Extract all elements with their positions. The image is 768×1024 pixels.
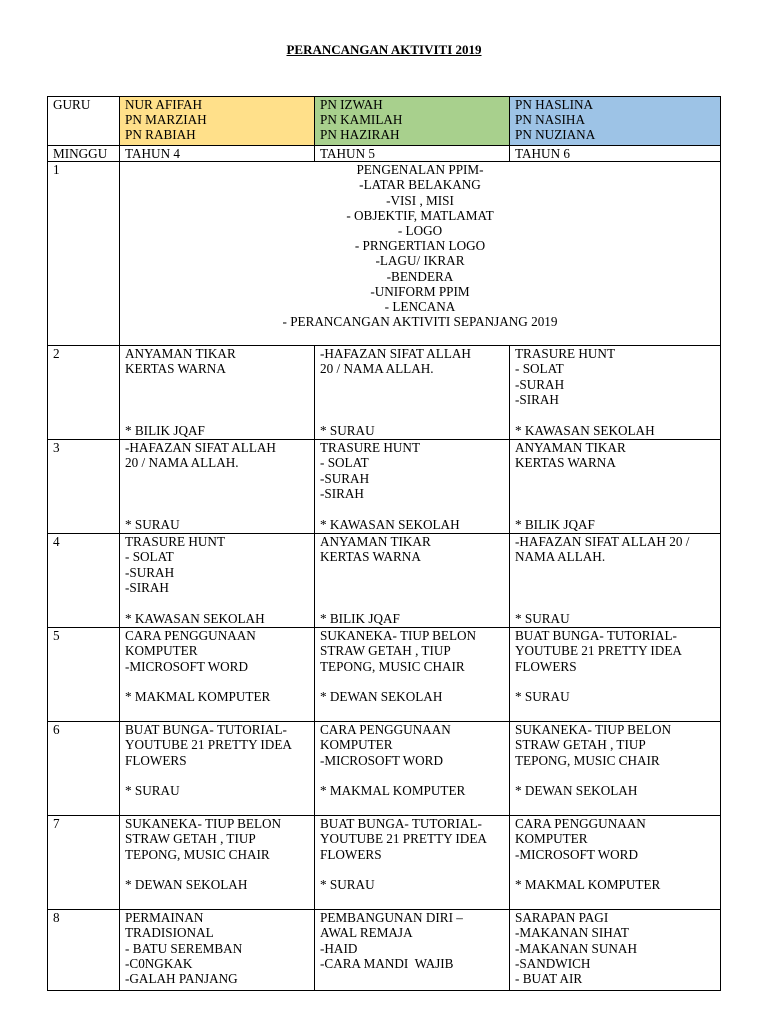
activity-line: STRAW GETAH , TIUP (125, 831, 256, 847)
activity-line: STRAW GETAH , TIUP (515, 737, 646, 753)
activity-line: -GALAH PANJANG (125, 971, 238, 987)
year-row (48, 146, 721, 162)
activity-line: SUKANEKA- TIUP BELON (515, 722, 672, 738)
activity-line: - SOLAT (125, 549, 174, 565)
teacher-name: PN MARZIAH (125, 112, 207, 128)
week-number: 3 (53, 440, 60, 456)
activity-cell (315, 346, 510, 440)
teacher-name: PN HASLINA (515, 97, 594, 112)
activity-line: -MICROSOFT WORD (320, 752, 443, 768)
activity-cell (120, 346, 315, 440)
introduction-cell (120, 162, 721, 346)
activity-line: SUKANEKA- TIUP BELON (125, 816, 282, 832)
activity-line: 20 / NAMA ALLAH. (320, 361, 434, 377)
activity-line: -HAFAZAN SIFAT ALLAH (320, 346, 471, 362)
document-title (0, 42, 768, 58)
introduction-line: - PERANCANGAN AKTIVITI SEPANJANG 2019 (282, 314, 558, 330)
activity-line (515, 768, 715, 783)
activity-plan-body (48, 97, 721, 991)
activity-line: TEPONG, MUSIC CHAIR (320, 658, 465, 674)
document-title-text: PERANCANGAN AKTIVITI 2019 (286, 42, 482, 57)
guru-label: GURU (53, 97, 91, 112)
activity-cell (315, 722, 510, 816)
activity-cell (510, 816, 721, 910)
activity-cell (120, 534, 315, 628)
activity-line: * SURAU (515, 689, 570, 705)
week-row-2 (48, 346, 721, 440)
activity-cell (510, 346, 721, 440)
activity-line: -HAID (320, 940, 358, 956)
activity-line: FLOWERS (515, 658, 577, 674)
activity-cell (120, 722, 315, 816)
introduction-line: PENGENALAN PPIM- (356, 162, 484, 178)
activity-line: - BUAT AIR (515, 971, 583, 987)
introduction-line: - LOGO (397, 223, 443, 239)
activity-line (125, 674, 309, 689)
activity-line: -MAKANAN SUNAH (515, 940, 637, 956)
activity-line: ANYAMAN TIKAR (515, 440, 626, 456)
activity-line: KOMPUTER (515, 831, 588, 847)
activity-line: BUAT BUNGA- TUTORIAL- (320, 816, 482, 832)
week-row-3 (48, 440, 721, 534)
activity-line: SARAPAN PAGI (515, 910, 609, 926)
teacher-row (48, 97, 721, 146)
activity-line: -CARA MANDI WAJIB (320, 955, 454, 971)
week-number-cell (48, 162, 120, 346)
activity-cell (510, 440, 721, 534)
activity-cell (510, 628, 721, 722)
introduction-line: -VISI , MISI (386, 192, 454, 208)
activity-line (320, 862, 504, 877)
week-row-1 (48, 162, 721, 346)
activity-cell (120, 910, 315, 991)
activity-line: * SURAU (125, 783, 180, 799)
activity-line: TEPONG, MUSIC CHAIR (515, 752, 660, 768)
week-number: 2 (53, 346, 60, 362)
activity-line: YOUTUBE 21 PRETTY IDEA (515, 643, 682, 659)
week-number: 8 (53, 910, 60, 926)
activity-line: KERTAS WARNA (125, 361, 226, 377)
activity-location: * SURAU (320, 423, 375, 438)
activity-line: TRASURE HUNT (320, 440, 421, 456)
activity-line: KOMPUTER (125, 643, 198, 659)
introduction-line: -LATAR BELAKANG (359, 177, 481, 193)
activity-line: * DEWAN SEKOLAH (515, 783, 638, 799)
activity-cell (315, 910, 510, 991)
activity-location: * KAWASAN SEKOLAH (515, 423, 655, 438)
activity-line: * SURAU (320, 877, 375, 893)
activity-line: -SIRAH (515, 391, 559, 407)
activity-location: * BILIK JQAF (515, 517, 595, 532)
activity-line (125, 768, 309, 783)
activity-cell (510, 722, 721, 816)
year-cell (120, 146, 315, 162)
week-number: 7 (53, 816, 60, 832)
introduction-line: -UNIFORM PPIM (370, 283, 470, 299)
year-label: TAHUN 6 (515, 146, 570, 161)
week-row-8 (48, 910, 721, 991)
teacher-name: NUR AFIFAH (125, 97, 203, 112)
teacher-name: PN RABIAH (125, 127, 196, 143)
introduction-line: -BENDERA (386, 268, 454, 284)
week-row-5 (48, 628, 721, 722)
week-number-cell (48, 910, 120, 991)
activity-line: -MICROSOFT WORD (515, 846, 638, 862)
activity-line: AWAL REMAJA (320, 925, 413, 941)
activity-cell (510, 910, 721, 991)
activity-line: FLOWERS (320, 846, 382, 862)
activity-line: -SURAH (125, 564, 175, 580)
activity-line: TRADISIONAL (125, 925, 214, 941)
introduction-line: - LENCANA (384, 299, 456, 315)
activity-line: * MAKMAL KOMPUTER (320, 783, 466, 799)
activity-line: -HAFAZAN SIFAT ALLAH 20 / (515, 534, 690, 550)
activity-line: PEMBANGUNAN DIRI – (320, 910, 463, 926)
activity-line: SUKANEKA- TIUP BELON (320, 628, 477, 644)
teacher-name: PN NUZIANA (515, 127, 596, 143)
week-number: 4 (53, 534, 60, 550)
week-row-6 (48, 722, 721, 816)
year-label: TAHUN 4 (125, 146, 180, 161)
activity-line: - SOLAT (515, 361, 564, 377)
activity-line (320, 768, 504, 783)
guru-label-cell (48, 97, 120, 146)
teacher-name: PN NASIHA (515, 112, 585, 128)
week-number-cell (48, 440, 120, 534)
minggu-label: MINGGU (53, 146, 108, 161)
introduction-line: -LAGU/ IKRAR (375, 253, 465, 269)
activity-line: -MAKANAN SIHAT (515, 925, 629, 941)
activity-cell (120, 628, 315, 722)
activity-line: NAMA ALLAH. (515, 549, 606, 565)
activity-location: * BILIK JQAF (320, 611, 400, 626)
year-cell (315, 146, 510, 162)
activity-line: - SOLAT (320, 455, 369, 471)
year-label: TAHUN 5 (320, 146, 375, 161)
activity-line: CARA PENGGUNAAN (515, 816, 646, 832)
activity-line: ANYAMAN TIKAR (125, 346, 236, 362)
week-number-cell (48, 534, 120, 628)
activity-line (125, 862, 309, 877)
activity-line: 20 / NAMA ALLAH. (125, 455, 239, 471)
year-cell (510, 146, 721, 162)
week-number: 1 (53, 162, 60, 178)
teacher-cell-tahun-4 (120, 97, 315, 146)
week-number-cell (48, 628, 120, 722)
teacher-name: PN HAZIRAH (320, 127, 400, 143)
minggu-label-cell (48, 146, 120, 162)
activity-line: BUAT BUNGA- TUTORIAL- (125, 722, 287, 738)
activity-line: KERTAS WARNA (515, 455, 616, 471)
activity-line: BUAT BUNGA- TUTORIAL- (515, 628, 677, 644)
activity-line: -SIRAH (125, 579, 169, 595)
week-number: 5 (53, 628, 60, 644)
week-number-cell (48, 346, 120, 440)
activity-location: * KAWASAN SEKOLAH (125, 611, 265, 626)
activity-line: -SURAH (320, 470, 370, 486)
activity-cell (315, 440, 510, 534)
activity-cell (315, 628, 510, 722)
activity-line (320, 674, 504, 689)
activity-line: * MAKMAL KOMPUTER (515, 877, 661, 893)
activity-line: -C0NGKAK (125, 955, 193, 971)
activity-location: * KAWASAN SEKOLAH (320, 517, 460, 532)
introduction-line: - OBJEKTIF, MATLAMAT (346, 207, 494, 223)
activity-cell (120, 440, 315, 534)
activity-line: -SIRAH (320, 485, 364, 501)
week-number: 6 (53, 722, 60, 738)
week-number-cell (48, 722, 120, 816)
activity-line: YOUTUBE 21 PRETTY IDEA (125, 737, 292, 753)
activity-line: YOUTUBE 21 PRETTY IDEA (320, 831, 487, 847)
activity-line: STRAW GETAH , TIUP (320, 643, 451, 659)
activity-line: TEPONG, MUSIC CHAIR (125, 846, 270, 862)
activity-line: * DEWAN SEKOLAH (320, 689, 443, 705)
teacher-cell-tahun-6 (510, 97, 721, 146)
activity-line: -MICROSOFT WORD (125, 658, 248, 674)
activity-line: KOMPUTER (320, 737, 393, 753)
activity-line (515, 862, 715, 877)
week-number-cell (48, 816, 120, 910)
activity-line: TRASURE HUNT (125, 534, 226, 550)
activity-cell (510, 534, 721, 628)
activity-line: TRASURE HUNT (515, 346, 616, 362)
activity-line: PERMAINAN (125, 910, 204, 926)
activity-line: FLOWERS (125, 752, 187, 768)
activity-cell (120, 816, 315, 910)
week-row-4 (48, 534, 721, 628)
activity-location: * BILIK JQAF (125, 423, 205, 438)
activity-line: ANYAMAN TIKAR (320, 534, 431, 550)
week-row-7 (48, 816, 721, 910)
activity-location: * SURAU (515, 611, 570, 626)
activity-line: KERTAS WARNA (320, 549, 421, 565)
activity-location: * SURAU (125, 517, 180, 532)
teacher-cell-tahun-5 (315, 97, 510, 146)
activity-line (515, 674, 715, 689)
activity-line: CARA PENGGUNAAN (320, 722, 451, 738)
activity-line: -HAFAZAN SIFAT ALLAH (125, 440, 276, 456)
introduction-line: - PRNGERTIAN LOGO (354, 238, 486, 254)
activity-plan-table (47, 96, 721, 991)
activity-line: - BATU SEREMBAN (125, 940, 243, 956)
activity-line: * MAKMAL KOMPUTER (125, 689, 271, 705)
activity-line: * DEWAN SEKOLAH (125, 877, 248, 893)
activity-line: CARA PENGGUNAAN (125, 628, 256, 644)
activity-line: -SURAH (515, 376, 565, 392)
activity-line: -SANDWICH (515, 955, 591, 971)
activity-cell (315, 534, 510, 628)
activity-cell (315, 816, 510, 910)
teacher-name: PN IZWAH (320, 97, 383, 112)
teacher-name: PN KAMILAH (320, 112, 403, 128)
